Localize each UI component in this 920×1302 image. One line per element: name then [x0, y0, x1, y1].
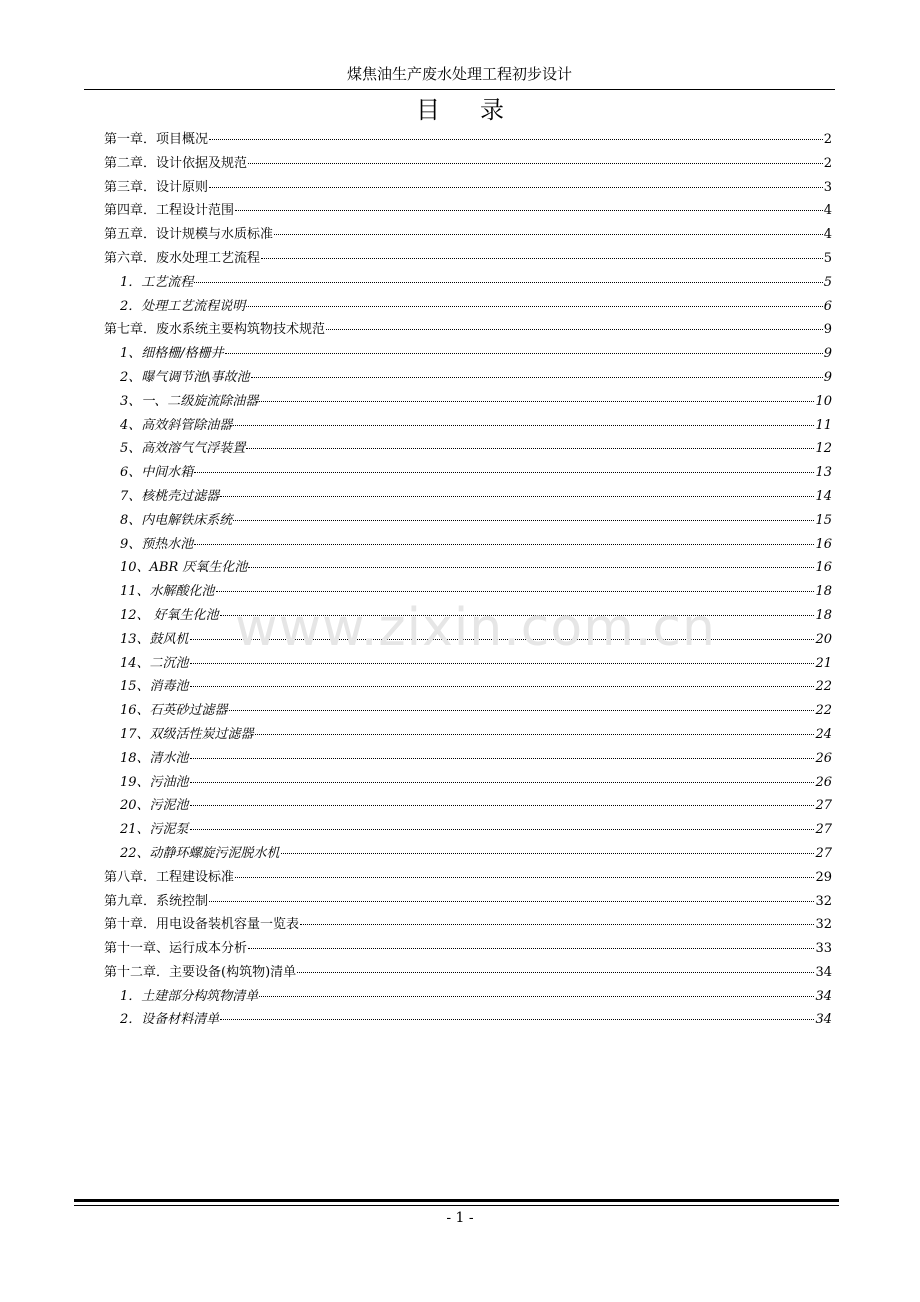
running-header: 煤焦油生产废水处理工程初步设计	[84, 62, 835, 90]
toc-entry[interactable]	[104, 723, 832, 747]
toc-entry-page: 22	[815, 679, 832, 695]
toc-entry[interactable]	[104, 247, 832, 271]
toc-entry-page: 32	[815, 893, 832, 909]
toc-entry-title: 第六章．废水处理工艺流程	[104, 250, 261, 266]
toc-entry[interactable]	[104, 890, 832, 914]
toc-entry-page: 33	[815, 941, 832, 957]
toc-dot-leader	[190, 829, 815, 830]
toc-entry-title: 18、清水池	[120, 750, 189, 766]
toc-entry-page: 26	[815, 750, 832, 766]
toc-entry-title: 1、细格栅/格栅井	[120, 346, 224, 362]
toc-entry[interactable]	[104, 461, 832, 485]
toc-dot-leader	[220, 615, 815, 616]
toc-entry-page: 27	[815, 798, 832, 814]
toc-entry-title: 第四章．工程设计范围	[104, 203, 235, 219]
toc-entry[interactable]	[104, 866, 832, 890]
toc-dot-leader	[229, 710, 815, 711]
toc-entry-title: 11、水解酸化池	[120, 584, 215, 600]
toc-entry-page: 18	[815, 584, 832, 600]
toc-entry-page: 4	[823, 227, 832, 243]
toc-entry-title: 8、内电解铁床系统	[120, 512, 233, 528]
toc-dot-leader	[194, 544, 814, 545]
toc-dot-leader	[209, 901, 814, 902]
toc-entry-title: 16、石英砂过滤器	[120, 703, 228, 719]
toc-dot-leader	[190, 663, 815, 664]
toc-entry-page: 11	[815, 417, 832, 433]
toc-entry[interactable]	[104, 342, 832, 366]
toc-entry[interactable]	[104, 675, 832, 699]
toc-dot-leader	[259, 401, 814, 402]
toc-entry-title: 20、污泥池	[120, 798, 189, 814]
toc-entry-page: 4	[823, 203, 832, 219]
toc-entry-page: 3	[823, 179, 832, 195]
toc-entry-page: 2	[823, 132, 832, 147]
page-number: - 1 -	[446, 1210, 474, 1226]
toc-title: 目录	[416, 96, 544, 124]
toc-dot-leader	[261, 258, 823, 259]
toc-entry-title: 14、二沉池	[120, 655, 189, 671]
toc-entry-title: 第三章．设计原则	[104, 179, 209, 195]
toc-dot-leader	[220, 496, 814, 497]
toc-dot-leader	[300, 924, 814, 925]
toc-dot-leader	[248, 948, 814, 949]
toc-entry[interactable]	[104, 747, 832, 771]
footer-rule-thick	[74, 1199, 839, 1202]
toc-entry[interactable]	[104, 699, 832, 723]
toc-entry-page: 2	[823, 155, 832, 171]
toc-dot-leader	[194, 472, 814, 473]
toc-entry-title: 第七章．废水系统主要构筑物技术规范	[104, 322, 326, 338]
toc-entry[interactable]	[104, 842, 832, 866]
toc-entry-title: 10、ABR 厌氧生化池	[120, 560, 248, 576]
toc-entry-page: 14	[815, 488, 832, 504]
toc-entry[interactable]	[104, 628, 832, 652]
toc-entry-page: 10	[815, 393, 832, 409]
toc-entry-page: 9	[823, 346, 832, 362]
toc-dot-leader	[209, 187, 823, 188]
toc-entry[interactable]	[104, 176, 832, 200]
toc-entry-title: 13、鼓风机	[120, 631, 189, 647]
toc-entry-title: 2．处理工艺流程说明	[120, 298, 246, 314]
toc-entry[interactable]	[104, 128, 832, 152]
toc-entry[interactable]	[104, 390, 832, 414]
toc-entry[interactable]	[104, 199, 832, 223]
toc-entry[interactable]	[104, 604, 832, 628]
toc-entry-page: 32	[815, 917, 832, 933]
toc-entry[interactable]	[104, 295, 832, 319]
toc-entry-title: 第十章．用电设备装机容量一览表	[104, 917, 300, 933]
toc-entry[interactable]	[104, 794, 832, 818]
toc-entry-page: 20	[815, 631, 832, 647]
toc-entry[interactable]	[104, 533, 832, 557]
toc-entry[interactable]	[104, 414, 832, 438]
table-of-contents	[104, 128, 832, 1032]
watermark: www.zixin.com.cn	[235, 598, 716, 658]
toc-entry-page: 29	[815, 869, 832, 885]
toc-entry-title: 15、消毒池	[120, 679, 189, 695]
toc-dot-leader	[235, 877, 814, 878]
toc-entry-page: 26	[815, 774, 832, 790]
toc-dot-leader	[233, 425, 814, 426]
toc-entry-title: 3、一、二级旋流除油器	[120, 393, 259, 409]
toc-entry[interactable]	[104, 223, 832, 247]
toc-dot-leader	[326, 329, 823, 330]
toc-dot-leader	[190, 758, 815, 759]
toc-entry-page: 13	[815, 465, 832, 481]
toc-entry-title: 1．土建部分构筑物清单	[120, 988, 259, 1004]
toc-entry-title: 12、 好氧生化池	[120, 607, 219, 623]
toc-entry-title: 17、双级活性炭过滤器	[120, 726, 254, 742]
toc-dot-leader	[209, 139, 823, 140]
toc-entry-title: 21、污泥泵	[120, 822, 189, 838]
toc-entry-page: 34	[815, 988, 832, 1004]
toc-entry-title: 第五章．设计规模与水质标准	[104, 227, 274, 243]
toc-entry-page: 21	[815, 655, 832, 671]
toc-entry-page: 15	[815, 512, 832, 528]
toc-dot-leader	[194, 282, 822, 283]
toc-entry-title: 第二章．设计依据及规范	[104, 155, 248, 171]
toc-entry-title: 第九章．系统控制	[104, 893, 209, 909]
toc-dot-leader	[251, 377, 823, 378]
toc-dot-leader	[225, 353, 823, 354]
toc-dot-leader	[281, 853, 815, 854]
toc-entry-title: 第十二章．主要设备(构筑物)清单	[104, 964, 297, 980]
toc-dot-leader	[190, 805, 815, 806]
toc-entry[interactable]	[104, 985, 832, 1009]
toc-dot-leader	[246, 448, 814, 449]
toc-entry-page: 5	[823, 250, 832, 266]
toc-entry[interactable]	[104, 652, 832, 676]
toc-entry-title: 5、高效溶气气浮装置	[120, 441, 246, 457]
toc-entry-title: 第一章．项目概况	[104, 132, 209, 147]
toc-entry-page: 24	[815, 726, 832, 742]
toc-entry-page: 18	[815, 607, 832, 623]
toc-entry[interactable]	[104, 556, 832, 580]
toc-entry[interactable]	[104, 437, 832, 461]
toc-entry-title: 4、高效斜管除油器	[120, 417, 233, 433]
toc-dot-leader	[190, 639, 815, 640]
toc-entry-page: 6	[823, 298, 832, 314]
toc-entry[interactable]	[104, 366, 832, 390]
toc-entry-title: 22、动静环螺旋污泥脱水机	[120, 845, 280, 861]
toc-entry-page: 34	[815, 1012, 832, 1028]
toc-entry-page: 16	[815, 536, 832, 552]
toc-dot-leader	[190, 686, 815, 687]
toc-entry[interactable]	[104, 271, 832, 295]
toc-entry[interactable]	[104, 152, 832, 176]
footer-rule-thin	[74, 1205, 839, 1206]
toc-dot-leader	[235, 210, 823, 211]
toc-entry-page: 27	[815, 822, 832, 838]
toc-entry[interactable]	[104, 485, 832, 509]
toc-entry-title: 1．工艺流程	[120, 274, 194, 290]
toc-entry-page: 27	[815, 845, 832, 861]
toc-entry[interactable]	[104, 580, 832, 604]
toc-entry-title: 7、核桃壳过滤器	[120, 488, 220, 504]
toc-dot-leader	[190, 782, 815, 783]
toc-dot-leader	[220, 1019, 814, 1020]
toc-entry[interactable]	[104, 913, 832, 937]
toc-entry-page: 34	[815, 964, 832, 980]
toc-entry-page: 12	[815, 441, 832, 457]
toc-entry-title: 19、污油池	[120, 774, 189, 790]
toc-dot-leader	[248, 567, 814, 568]
toc-entry[interactable]	[104, 509, 832, 533]
toc-dot-leader	[259, 996, 814, 997]
toc-entry-page: 22	[815, 703, 832, 719]
toc-entry-title: 第八章．工程建设标准	[104, 869, 235, 885]
toc-entry-page: 16	[815, 560, 832, 576]
toc-entry-title: 2、曝气调节池\事故池	[120, 369, 250, 385]
toc-entry[interactable]	[104, 771, 832, 795]
toc-entry-page: 9	[823, 322, 832, 338]
toc-entry-page: 9	[823, 369, 832, 385]
toc-dot-leader	[297, 972, 814, 973]
toc-entry[interactable]	[104, 937, 832, 961]
toc-entry-title: 6、中间水箱	[120, 465, 194, 481]
toc-dot-leader	[255, 734, 815, 735]
toc-entry[interactable]	[104, 1008, 832, 1032]
toc-entry-title: 9、预热水池	[120, 536, 194, 552]
toc-entry[interactable]	[104, 818, 832, 842]
toc-entry[interactable]	[104, 318, 832, 342]
toc-entry-title: 第十一章、运行成本分析	[104, 941, 248, 957]
toc-dot-leader	[246, 306, 822, 307]
toc-dot-leader	[216, 591, 815, 592]
toc-entry-title: 2．设备材料清单	[120, 1012, 220, 1028]
toc-dot-leader	[274, 234, 823, 235]
toc-dot-leader	[233, 520, 814, 521]
toc-dot-leader	[248, 163, 823, 164]
toc-entry[interactable]	[104, 961, 832, 985]
toc-entry-page: 5	[823, 274, 832, 290]
